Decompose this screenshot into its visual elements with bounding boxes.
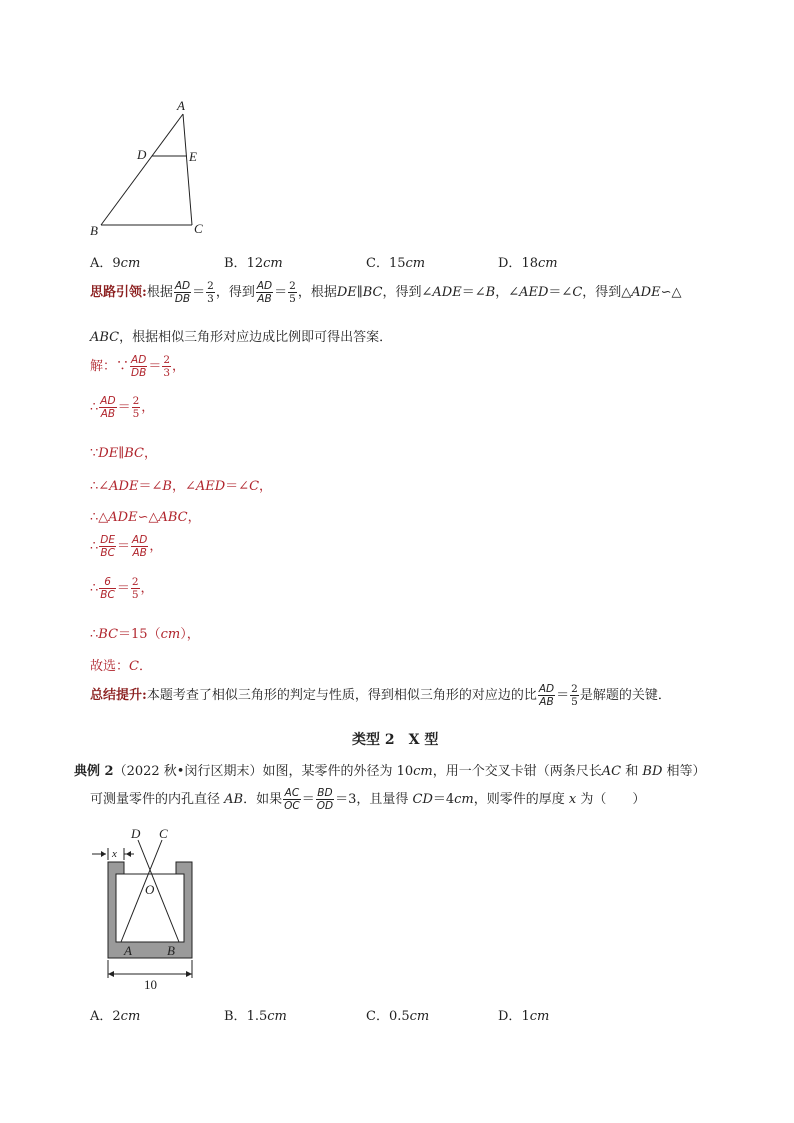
- hint-line-1: 思路引领:根据 $\frac{AD}{DB}$ ＝ $\frac{2}{3}$ ，得到 $\frac{AD}{AB}$ ＝ $\frac{2}{5}$ ，根据DE∥BC，得到∠ADE＝∠B，∠AED＝∠C，得到△ADE∽△: [90, 280, 682, 305]
- label-a2: A: [124, 943, 132, 958]
- label-c2: C: [159, 826, 168, 841]
- x-arrowhead: [101, 851, 106, 857]
- label-b2: B: [167, 943, 175, 958]
- label-x: x: [112, 848, 117, 860]
- q2-option-a: A．2cm: [90, 1009, 141, 1024]
- label-a: A: [177, 98, 185, 113]
- label-d: D: [137, 147, 147, 162]
- solution-line-4: ∴∠ADE＝∠B，∠AED＝∠C，: [90, 479, 273, 494]
- solution-line-3: ∵DE∥BC，: [90, 446, 157, 461]
- width-arrow-left: [108, 971, 114, 977]
- label-o: O: [145, 882, 155, 897]
- solution-line-5: ∴△ADE∽△ABC，: [90, 510, 201, 525]
- caliper-figure: [84, 826, 204, 996]
- q1-option-a: A．9cm: [90, 256, 141, 271]
- solution-line-2: ∴ $\frac{AD}{AB}$ ＝ $\frac{2}{5}$ ，: [90, 395, 155, 420]
- side-ab: [101, 114, 183, 225]
- section-title: 类型 2 X 型: [352, 732, 439, 748]
- q2-option-c: C．0.5cm: [366, 1009, 430, 1024]
- q1-option-b: B．12cm: [224, 256, 283, 271]
- hint-line-2: ABC，根据相似三角形对应边成比例即可得出答案．: [90, 330, 393, 345]
- x-arrowhead-right: [126, 851, 131, 857]
- solution-line-9: 故选：C．: [90, 659, 152, 674]
- q2-option-b: B．1.5cm: [224, 1009, 287, 1024]
- q1-option-d: D．18cm: [498, 256, 558, 271]
- label-c: C: [194, 221, 203, 236]
- q1-option-c: C．15cm: [366, 256, 426, 271]
- summary-line: 总结提升:本题考查了相似三角形的判定与性质，得到相似三角形的对应边的比 $\frac{AD}{AB}$ ＝ $\frac{2}{5}$ 是解题的关键．: [90, 683, 671, 708]
- width-arrow-right: [186, 971, 192, 977]
- label-d2: D: [131, 826, 141, 841]
- label-width: 10: [144, 977, 157, 992]
- label-b: B: [90, 223, 98, 238]
- label-e: E: [189, 149, 197, 164]
- solution-line-6: ∴ $\frac{DE}{BC}$ ＝ $\frac{AD}{AB}$ ，: [90, 534, 163, 559]
- q2-option-d: D．1cm: [498, 1009, 550, 1024]
- example2-line-1: 典例 2（2022 秋•闵行区期末）如图，某零件的外径为 10cm，用一个交叉卡钳（两条尺长AC 和 BD 相等）: [74, 764, 706, 779]
- solution-line-7: ∴ $\frac{6}{BC}$ ＝ $\frac{2}{5}$ ，: [90, 576, 154, 601]
- solution-line-8: ∴BC＝15（cm），: [90, 627, 200, 642]
- solution-line-1: 解：∵ $\frac{AD}{DB}$ ＝ $\frac{2}{3}$ ，: [90, 354, 186, 379]
- triangle-figure: [84, 98, 214, 243]
- example2-line-2: 可测量零件的内孔直径 AB．如果 $\frac{AC}{OC}$ ＝ $\frac{BD}{OD}$ ＝3，且量得 CD＝4cm，则零件的厚度 x 为（ ）: [90, 787, 646, 812]
- side-ac: [183, 114, 192, 225]
